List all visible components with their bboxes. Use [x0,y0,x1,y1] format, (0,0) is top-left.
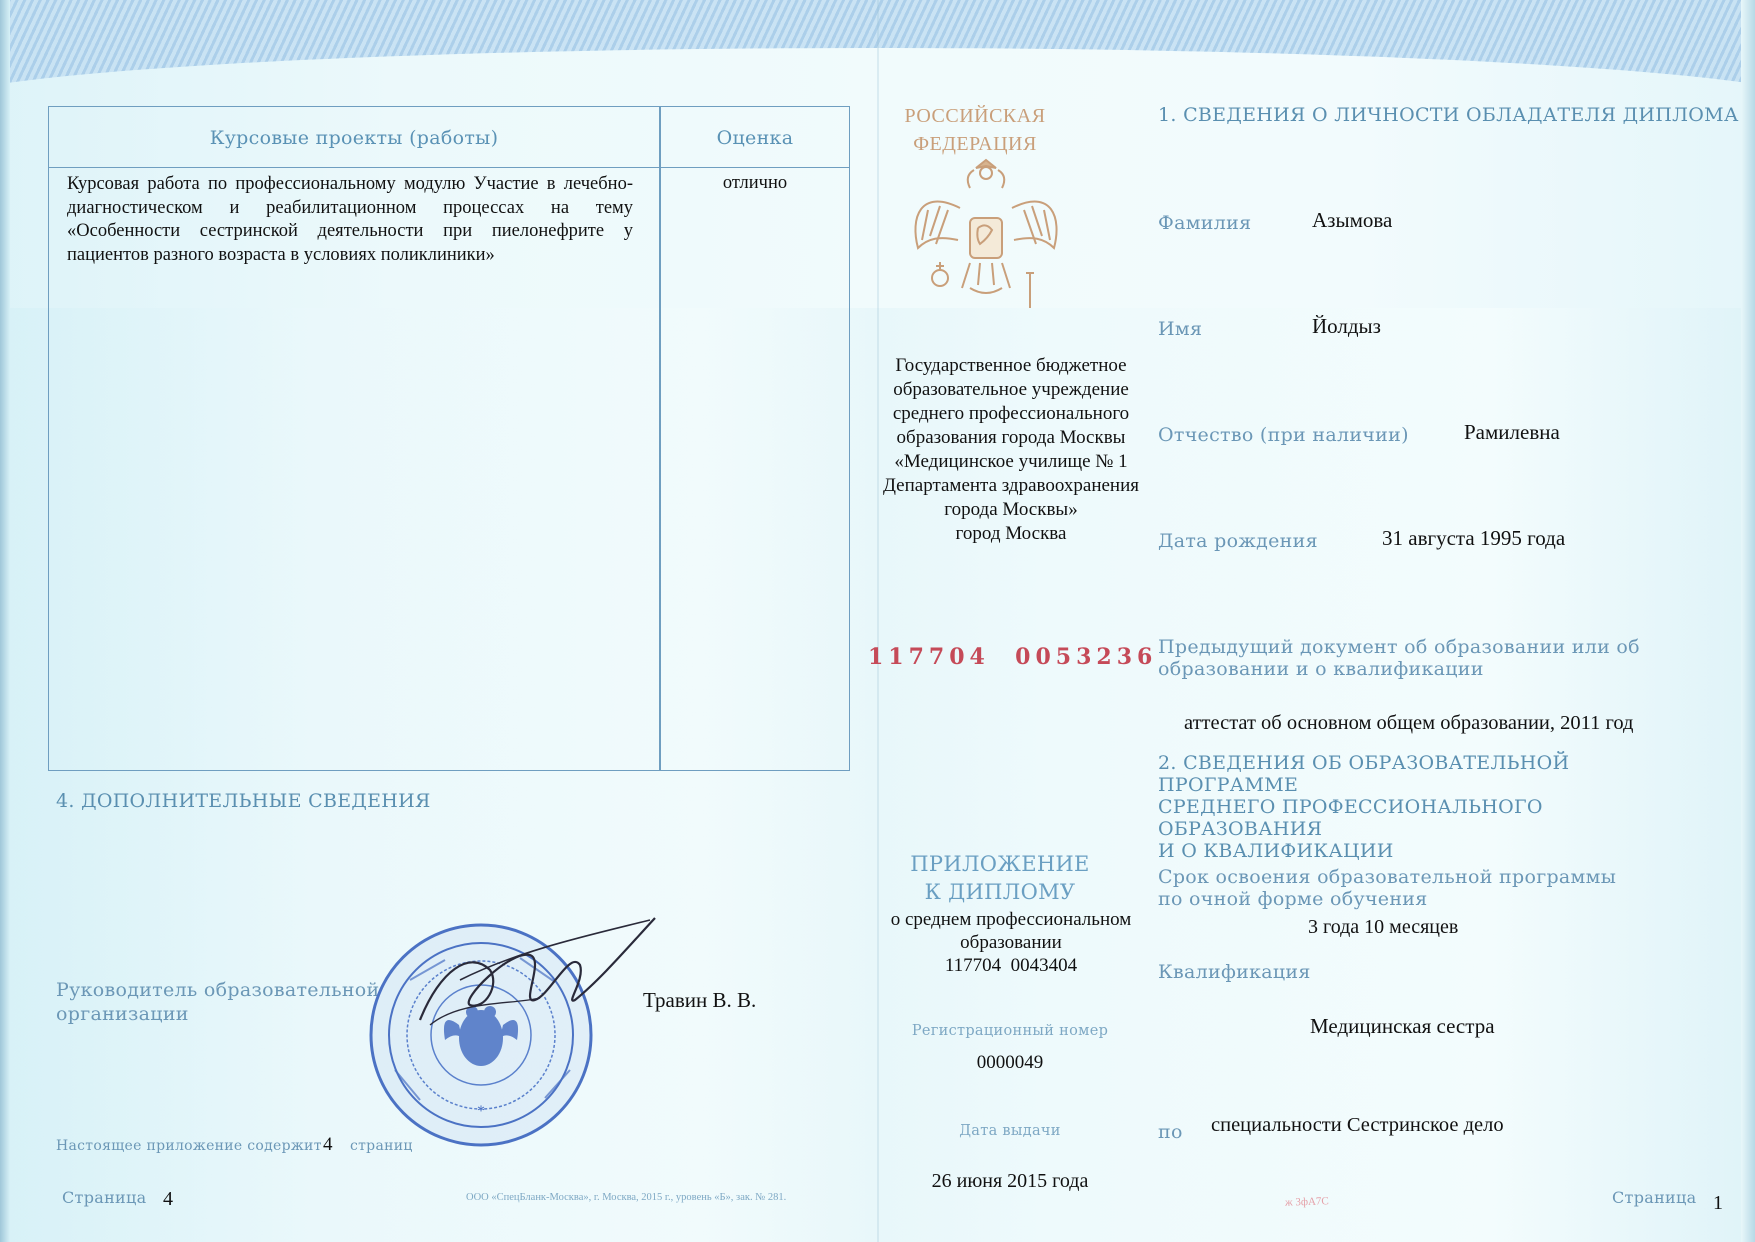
page-number-left: 4 [163,1188,173,1210]
signature-mark [400,910,660,1040]
term-label-line2: по очной форме обучения [1158,888,1428,910]
specialty-prefix: по [1158,1121,1183,1143]
faint-mark: ж 3фА7С [1284,1195,1329,1209]
coat-of-arms-emblem [900,148,1072,323]
patronymic-label: Отчество (при наличии) [1158,424,1409,446]
birth-date-label: Дата рождения [1158,530,1318,552]
name-value: Йолдыз [1312,314,1381,338]
page-label-right: Страница [1612,1188,1697,1207]
issue-date: 26 июня 2015 года [931,1170,1089,1192]
printer-note: ООО «СпецБланк-Москва», г. Москва, 2015 г., уровень «Б», зак. № 281. [466,1192,787,1203]
institution-line: среднего профессионального [892,403,1130,424]
institution-line: Государственное бюджетное [895,355,1127,376]
issue-date-label: Дата выдачи [959,1123,1061,1139]
appendix-sub-line2: образовании [960,932,1062,953]
left-edge [0,0,10,1242]
page-label-left: Страница [62,1188,147,1207]
section-2-line2: СРЕДНЕГО ПРОФЕССИОНАЛЬНОГО ОБРАЗОВАНИЯ [1158,796,1543,840]
term-label-line1: Срок освоения образовательной программы [1158,866,1617,888]
institution-line: город Москва [955,523,1067,544]
term-value: 3 года 10 месяцев [1308,916,1459,938]
document-serial-number: 117704 0053236 [868,644,1158,670]
registration-label: Регистрационный номер [911,1023,1109,1039]
head-label-line1: Руководитель образовательной [56,979,380,1001]
specialty-value: специальности Сестринское дело [1211,1114,1504,1136]
column-header-grade: Оценка [716,127,794,149]
svg-text:*: * [477,1103,485,1120]
appendix-title-line2: К ДИПЛОМУ [924,880,1076,904]
table-divider [659,107,661,770]
institution-line: города Москвы» [944,499,1078,520]
institution-name [866,354,1156,546]
column-header-work: Курсовые проекты (работы) [209,127,499,149]
appendix-title [880,850,1120,906]
institution-line: образовательное учреждение [893,379,1129,400]
appendix-sub-line1: о среднем профессиональном [890,909,1132,930]
section-2-line1: 2. СВЕДЕНИЯ ОБ ОБРАЗОВАТЕЛЬНОЙ ПРОГРАММЕ [1158,752,1570,796]
institution-line: образования города Москвы [896,427,1126,448]
surname-value: Азымова [1312,208,1393,232]
book-spine [877,0,879,1242]
appendix-title-line1: ПРИЛОЖЕНИЕ [910,852,1090,876]
institution-line: «Медицинское училище № 1 [894,451,1128,472]
right-edge [1741,0,1755,1242]
qualification-value: Медицинская сестра [1310,1014,1495,1038]
head-label-line2: организации [56,1003,189,1025]
previous-document-label: Предыдущий документ об образовании или об образовании и о квалификации [1158,636,1640,680]
course-work-grade: отлично [722,173,788,193]
surname-label: Фамилия [1158,212,1252,234]
registration-number: 0000049 [976,1052,1044,1073]
qualification-label: Квалификация [1158,961,1311,983]
birth-date-value: 31 августа 1995 года [1382,526,1566,550]
pages-count-suffix: страниц [350,1138,413,1154]
head-label [56,978,380,1026]
patronymic-value: Рамилевна [1464,420,1560,444]
course-projects-table [48,106,850,771]
pages-count: 4 [323,1134,333,1155]
pages-count-label: Настоящее приложение содержит [56,1138,322,1154]
page-number-right: 1 [1713,1192,1723,1214]
previous-document-value: аттестат об основном общем образовании, 2011 год [1184,712,1634,734]
head-name: Травин В. В. [643,988,757,1012]
section-2-title [1158,752,1698,862]
course-work-text: Курсовая работа по профессиональному модулю Участие в лечебно-диагностическом и реабилитационном процессах на тему «Особенности сестринской деятельности при пиелонефрите у пациентов разного возраста в условиях поликлиники» [67,174,633,265]
section-2-line3: И О КВАЛИФИКАЦИИ [1158,840,1394,862]
section-4-title: 4. ДОПОЛНИТЕЛЬНЫЕ СВЕДЕНИЯ [56,790,431,812]
institution-line: Департамента здравоохранения [882,475,1140,496]
country-line2: ФЕДЕРАЦИЯ [913,133,1037,155]
country-line1: РОССИЙСКАЯ [904,105,1046,127]
term-label [1158,866,1616,910]
section-1-title: 1. СВЕДЕНИЯ О ЛИЧНОСТИ ОБЛАДАТЕЛЯ ДИПЛОМА [1158,104,1739,126]
appendix-subtitle [866,908,1156,977]
name-label: Имя [1158,318,1203,340]
appendix-diploma-number: 117704 0043404 [944,955,1078,976]
